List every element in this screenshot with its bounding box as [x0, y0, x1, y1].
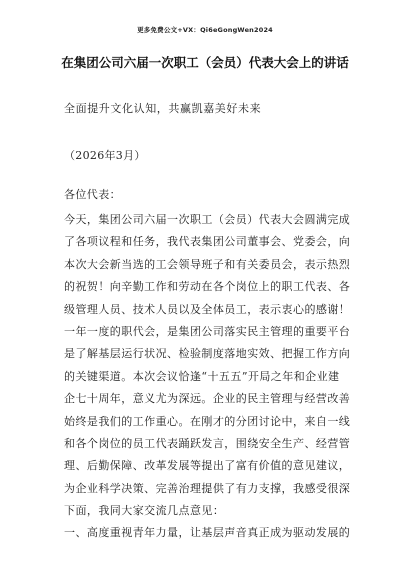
body-line: 企七十周年，意义尤为深远。企业的民主管理与经营改善: [64, 392, 351, 406]
body-line: 级管理人员、技术人员以及全体员工，表示衷心的感谢！: [64, 302, 351, 316]
body-line: 为企业科学决策、完善治理提供了有力支撑，我感受很深: [64, 481, 351, 495]
body-line: 理、后勤保障、改革发展等提出了富有价值的意见建议，: [64, 459, 351, 473]
body-line: 一、高度重视青年力量，让基层声音真正成为驱动发展的: [64, 526, 351, 540]
body-line: 一年一度的职代会，是集团公司落实民主管理的重要平台: [64, 324, 351, 338]
body-line: 本次大会新当选的工会领导班子和有关委员会，表示热烈: [64, 257, 351, 271]
body-line: 了各项议程和任务，我代表集团公司董事会、党委会，向: [64, 235, 351, 249]
page-header: 更多免费公文+VX：Qi6eGongWen2024: [137, 26, 273, 34]
document-title: 在集团公司六届一次职工（会员）代表大会上的讲话: [61, 55, 349, 70]
body-line: 下面，我同大家交流几点意见：: [64, 504, 225, 518]
body-line: 是了解基层运行状况、检验制度落地实效、把握工作方向: [64, 347, 351, 361]
document-subtitle: 全面提升文化认知，共赢凯嘉美好未来: [64, 102, 262, 115]
body-text: [64, 209, 364, 545]
body-line: 的祝贺！向辛勤工作和劳动在各个岗位上的职工代表、各: [64, 280, 351, 294]
body-line: 的关键渠道。本次会议恰逢“十五五”开局之年和企业建: [64, 369, 340, 383]
body-line: 和各个岗位的员工代表踊跃发言，围绕安全生产、经营管: [64, 436, 351, 450]
body-line: 今天，集团公司六届一次职工（会员）代表大会圆满完成: [64, 213, 351, 226]
body-line: 始终是我们的工作重心。在刚才的分团讨论中，来自一线: [64, 414, 351, 428]
salutation: 各位代表：: [64, 188, 121, 201]
document-date: （2026年3月）: [64, 149, 146, 162]
